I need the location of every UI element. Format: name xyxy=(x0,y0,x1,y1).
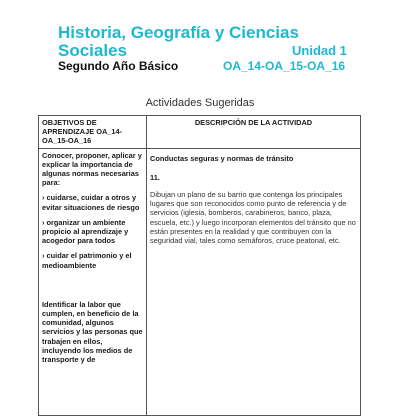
objective-item: › organizar un ambiente propicio al aprendizaje y acogedor para todos xyxy=(42,217,129,246)
table-header-row xyxy=(39,116,361,149)
grade-label: Segundo Año Básico xyxy=(58,59,179,73)
objectives-cell xyxy=(39,148,147,415)
activity-description: Dibujan un plano de su barrio que contenga los principales lugares que son reconocidos como punto de referencia y de servicios (iglesia, bomberos, carabineros, banco, plaza, escuela, etc.) y luego incorporan elementos del tránsito que no están presentes en la realidad y que contribuyen con la seguridad vial, tales como semáforos, cruce peatonal, etc. xyxy=(150,190,356,246)
activity-number: 11. xyxy=(150,172,160,182)
table-row xyxy=(39,148,361,415)
activity-header: DESCRIPCIÓN DE LA ACTIVIDAD xyxy=(147,116,361,149)
objective-intro: Conocer, proponer, aplicar y explicar la importancia de algunas normas necesarias para: xyxy=(42,150,142,188)
oa-codes: OA_14-OA_15-OA_16 xyxy=(223,59,346,73)
objective-item: › cuidarse, cuidar a otros y evitar situaciones de riesgo xyxy=(42,193,140,212)
activities-table xyxy=(38,115,361,416)
activity-title: Conductas seguras y normas de tránsito xyxy=(150,153,294,163)
unit-label: Unidad 1 xyxy=(292,43,347,58)
objective-second: Identificar la labor que cumplen, en beneficio de la comunidad, algunos servicios y las personas que trabajen en ellos, incluyendo los medios de transporte y de xyxy=(42,299,143,365)
activity-cell xyxy=(147,148,361,415)
header-title: Historia, Geografía y Ciencias Sociales xyxy=(58,23,299,60)
section-title: Actividades Sugeridas xyxy=(145,97,255,109)
objective-item: › cuidar el patrimonio y el medioambiente xyxy=(42,251,132,270)
objectives-header: OBJETIVOS DE APRENDIZAJE OA_14-OA_15-OA_16 xyxy=(39,116,147,149)
